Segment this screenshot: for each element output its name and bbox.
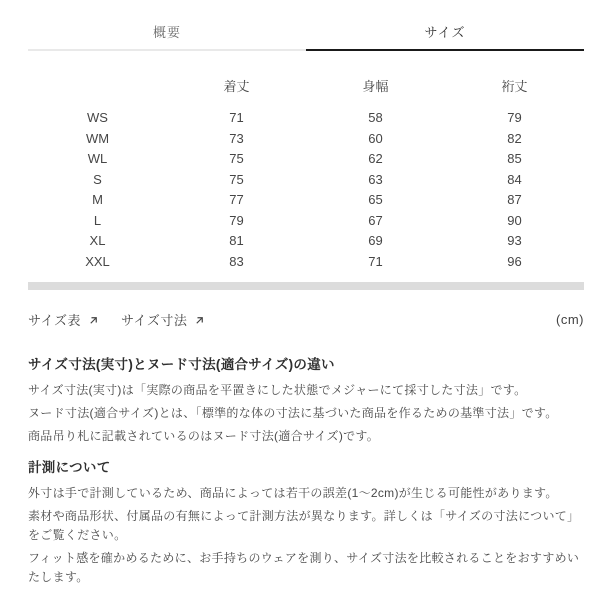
cell-value: 84 bbox=[507, 171, 522, 187]
cell-value: 81 bbox=[229, 233, 244, 248]
cell-value: 79 bbox=[507, 110, 522, 125]
cell-value: 75 bbox=[229, 171, 244, 187]
section-paragraph: 外寸は手で計測しているため、商品によっては若干の誤差(1～2cm)が生じる可能性があります。 bbox=[28, 486, 558, 500]
table-row bbox=[28, 170, 584, 191]
cell-value: 63 bbox=[368, 171, 383, 187]
cell-value: 79 bbox=[229, 212, 244, 228]
column-header-sleeve-length: 裄丈 bbox=[501, 79, 528, 94]
tab-size[interactable]: サイズ bbox=[306, 25, 584, 51]
section-size-spec-difference bbox=[28, 357, 584, 446]
table-row bbox=[28, 149, 584, 170]
table-row bbox=[28, 190, 584, 211]
size-label: S bbox=[93, 171, 102, 187]
cell-value: 58 bbox=[368, 110, 383, 125]
size-column-header-blank bbox=[28, 76, 167, 108]
cell-value: 65 bbox=[368, 192, 383, 207]
cell-value: 82 bbox=[507, 130, 522, 146]
section-paragraph: 素材や商品形状、付属品の有無によって計測方法が異なります。詳しくは「サイズの寸法について」をご覧ください。 bbox=[28, 509, 580, 542]
table-row bbox=[28, 129, 584, 150]
section-heading: 計測について bbox=[28, 460, 111, 475]
section-paragraph: ヌード寸法(適合サイズ)とは、「標準的な体の寸法に基づいた商品を作るための基準寸法」です。 bbox=[28, 406, 558, 420]
cell-value: 77 bbox=[229, 192, 244, 207]
cell-value: 67 bbox=[368, 212, 383, 228]
external-link-icon bbox=[194, 314, 205, 325]
size-table bbox=[28, 76, 584, 272]
size-label: XXL bbox=[85, 253, 110, 269]
table-scrollbar[interactable] bbox=[28, 282, 584, 290]
table-row bbox=[28, 231, 584, 252]
table-row bbox=[28, 252, 584, 273]
section-paragraph: サイズ寸法(実寸)は「実際の商品を平置きにした状態でメジャーにて採寸した寸法」です。 bbox=[28, 383, 527, 397]
size-label: M bbox=[92, 192, 103, 207]
section-measurement bbox=[28, 460, 584, 587]
column-header-body-width: 身幅 bbox=[362, 79, 389, 94]
table-row bbox=[28, 211, 584, 232]
section-paragraph: 商品吊り札に記載されているのはヌード寸法(適合サイズ)です。 bbox=[28, 429, 380, 443]
cell-value: 90 bbox=[507, 212, 522, 228]
table-row bbox=[28, 108, 584, 129]
cell-value: 85 bbox=[507, 151, 522, 166]
size-chart-link[interactable] bbox=[28, 310, 99, 329]
cell-value: 93 bbox=[507, 233, 522, 248]
size-table-header-row bbox=[28, 76, 584, 108]
size-label: L bbox=[93, 212, 102, 228]
unit-label: (cm) bbox=[556, 312, 584, 327]
size-spec-link[interactable] bbox=[121, 310, 205, 329]
section-heading: サイズ寸法(実寸)とヌード寸法(適合サイズ)の違い bbox=[28, 357, 335, 372]
cell-value: 71 bbox=[229, 110, 244, 125]
size-label: WM bbox=[85, 130, 110, 146]
size-spec-link-label: サイズ寸法 bbox=[120, 313, 188, 328]
links-row bbox=[28, 310, 584, 329]
cell-value: 60 bbox=[368, 130, 383, 146]
size-label: WS bbox=[87, 110, 108, 125]
section-paragraph: フィット感を確かめるために、お手持ちのウェアを測り、サイズ寸法を比較されることをおすすめいたします。 bbox=[28, 551, 580, 584]
cell-value: 87 bbox=[507, 192, 522, 207]
cell-value: 62 bbox=[368, 151, 383, 166]
column-header-body-length: 着丈 bbox=[223, 79, 250, 94]
cell-value: 73 bbox=[229, 130, 244, 146]
size-chart-link-label: サイズ表 bbox=[28, 313, 81, 328]
size-label: XL bbox=[89, 233, 106, 248]
tab-bar bbox=[28, 25, 584, 51]
cell-value: 71 bbox=[368, 253, 383, 269]
cell-value: 75 bbox=[229, 151, 244, 166]
external-link-icon bbox=[88, 314, 99, 325]
cell-value: 83 bbox=[229, 253, 244, 269]
cell-value: 69 bbox=[368, 233, 383, 248]
cell-value: 96 bbox=[507, 253, 522, 269]
tab-overview[interactable]: 概要 bbox=[28, 25, 306, 51]
size-label: WL bbox=[87, 151, 108, 166]
